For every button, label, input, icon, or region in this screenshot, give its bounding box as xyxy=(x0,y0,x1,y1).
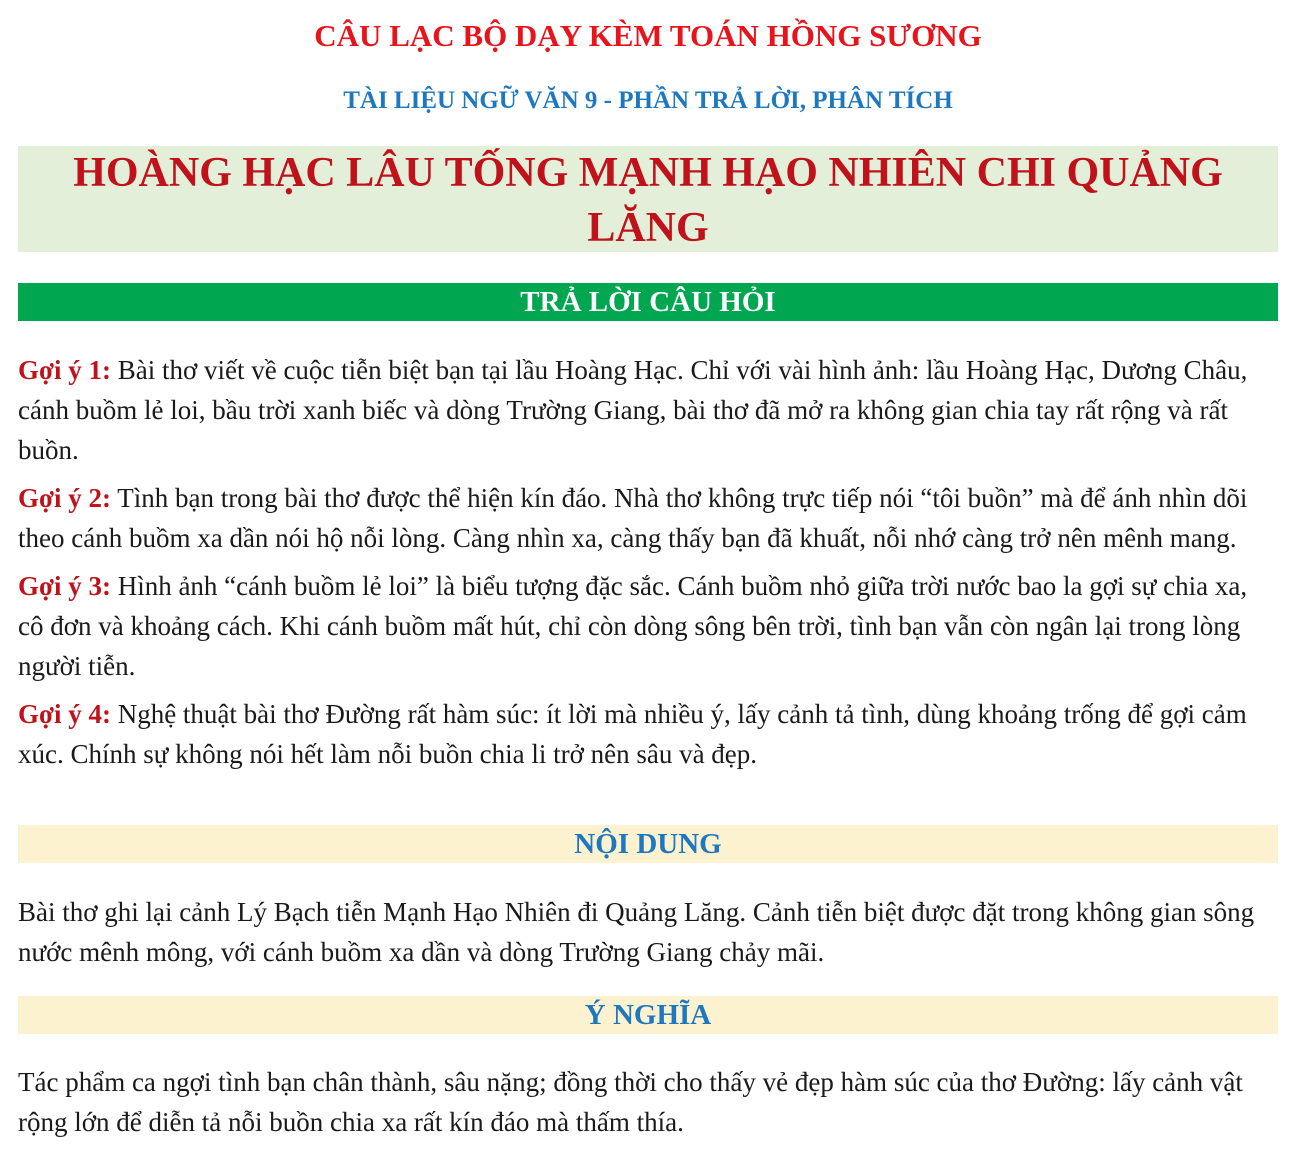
hint-1-label: Gợi ý 1: xyxy=(18,355,111,385)
hint-1 xyxy=(18,350,1278,470)
hints-list xyxy=(18,350,1278,782)
hint-3 xyxy=(18,566,1278,686)
hint-3-text: Hình ảnh “cánh buồm lẻ loi” là biểu tượng đặc sắc. Cánh buồm nhỏ giữa trời nước bao la gợi sự chia xa, cô đơn và khoảng cách. Khi cánh buồm mất hút, chỉ còn dòng sông bên trời, tình bạn vẫn còn ngân lại trong lòng người tiễn. xyxy=(18,571,1248,681)
hint-4-label: Gợi ý 4: xyxy=(18,699,111,729)
content-text: Bài thơ ghi lại cảnh Lý Bạch tiễn Mạnh Hạo Nhiên đi Quảng Lăng. Cảnh tiễn biệt được đặt trong không gian sông nước mênh mông, với cánh buồm xa dần và dòng Trường Giang chảy mãi. xyxy=(18,897,1255,967)
hint-3-label: Gợi ý 3: xyxy=(18,571,111,601)
hint-2 xyxy=(18,478,1278,558)
club-title: CÂU LẠC BỘ DẠY KÈM TOÁN HỒNG SƯƠNG xyxy=(314,18,982,53)
poem-title: HOÀNG HẠC LÂU TỐNG MẠNH HẠO NHIÊN CHI QUẢNG LĂNG xyxy=(73,150,1223,251)
poem-title-banner xyxy=(18,146,1278,252)
meaning-heading: Ý NGHĨA xyxy=(18,996,1278,1034)
hint-1-text: Bài thơ viết về cuộc tiễn biệt bạn tại lầu Hoàng Hạc. Chỉ với vài hình ảnh: lầu Hoàng Hạc, Dương Châu, cánh buồm lẻ loi, bầu trời xanh biếc và dòng Trường Giang, bài thơ đã mở ra không gian chia tay rất rộng và rất buồn. xyxy=(18,355,1248,465)
meaning-text: Tác phẩm ca ngợi tình bạn chân thành, sâu nặng; đồng thời cho thấy vẻ đẹp hàm súc của thơ Đường: lấy cảnh vật rộng lớn để diễn tả nỗi buồn chia xa rất kín đáo mà thấm thía. xyxy=(18,1067,1243,1137)
hint-4-text: Nghệ thuật bài thơ Đường rất hàm súc: ít lời mà nhiều ý, lấy cảnh tả tình, dùng khoảng trống để gợi cảm xúc. Chính sự không nói hết làm nỗi buồn chia li trở nên sâu và đẹp. xyxy=(18,699,1247,769)
hint-2-label: Gợi ý 2: xyxy=(18,483,111,513)
hint-4 xyxy=(18,694,1278,774)
answers-heading: TRẢ LỜI CÂU HỎI xyxy=(18,283,1278,321)
document-subtitle: TÀI LIỆU NGỮ VĂN 9 - PHẦN TRẢ LỜI, PHÂN TÍCH xyxy=(343,87,953,114)
hint-2-text: Tình bạn trong bài thơ được thể hiện kín đáo. Nhà thơ không trực tiếp nói “tôi buồn” mà để ánh nhìn dõi theo cánh buồm xa dần nói hộ nỗi lòng. Càng nhìn xa, càng thấy bạn đã khuất, nỗi nhớ càng trở nên mênh mang. xyxy=(18,483,1248,553)
content-heading: NỘI DUNG xyxy=(18,825,1278,863)
